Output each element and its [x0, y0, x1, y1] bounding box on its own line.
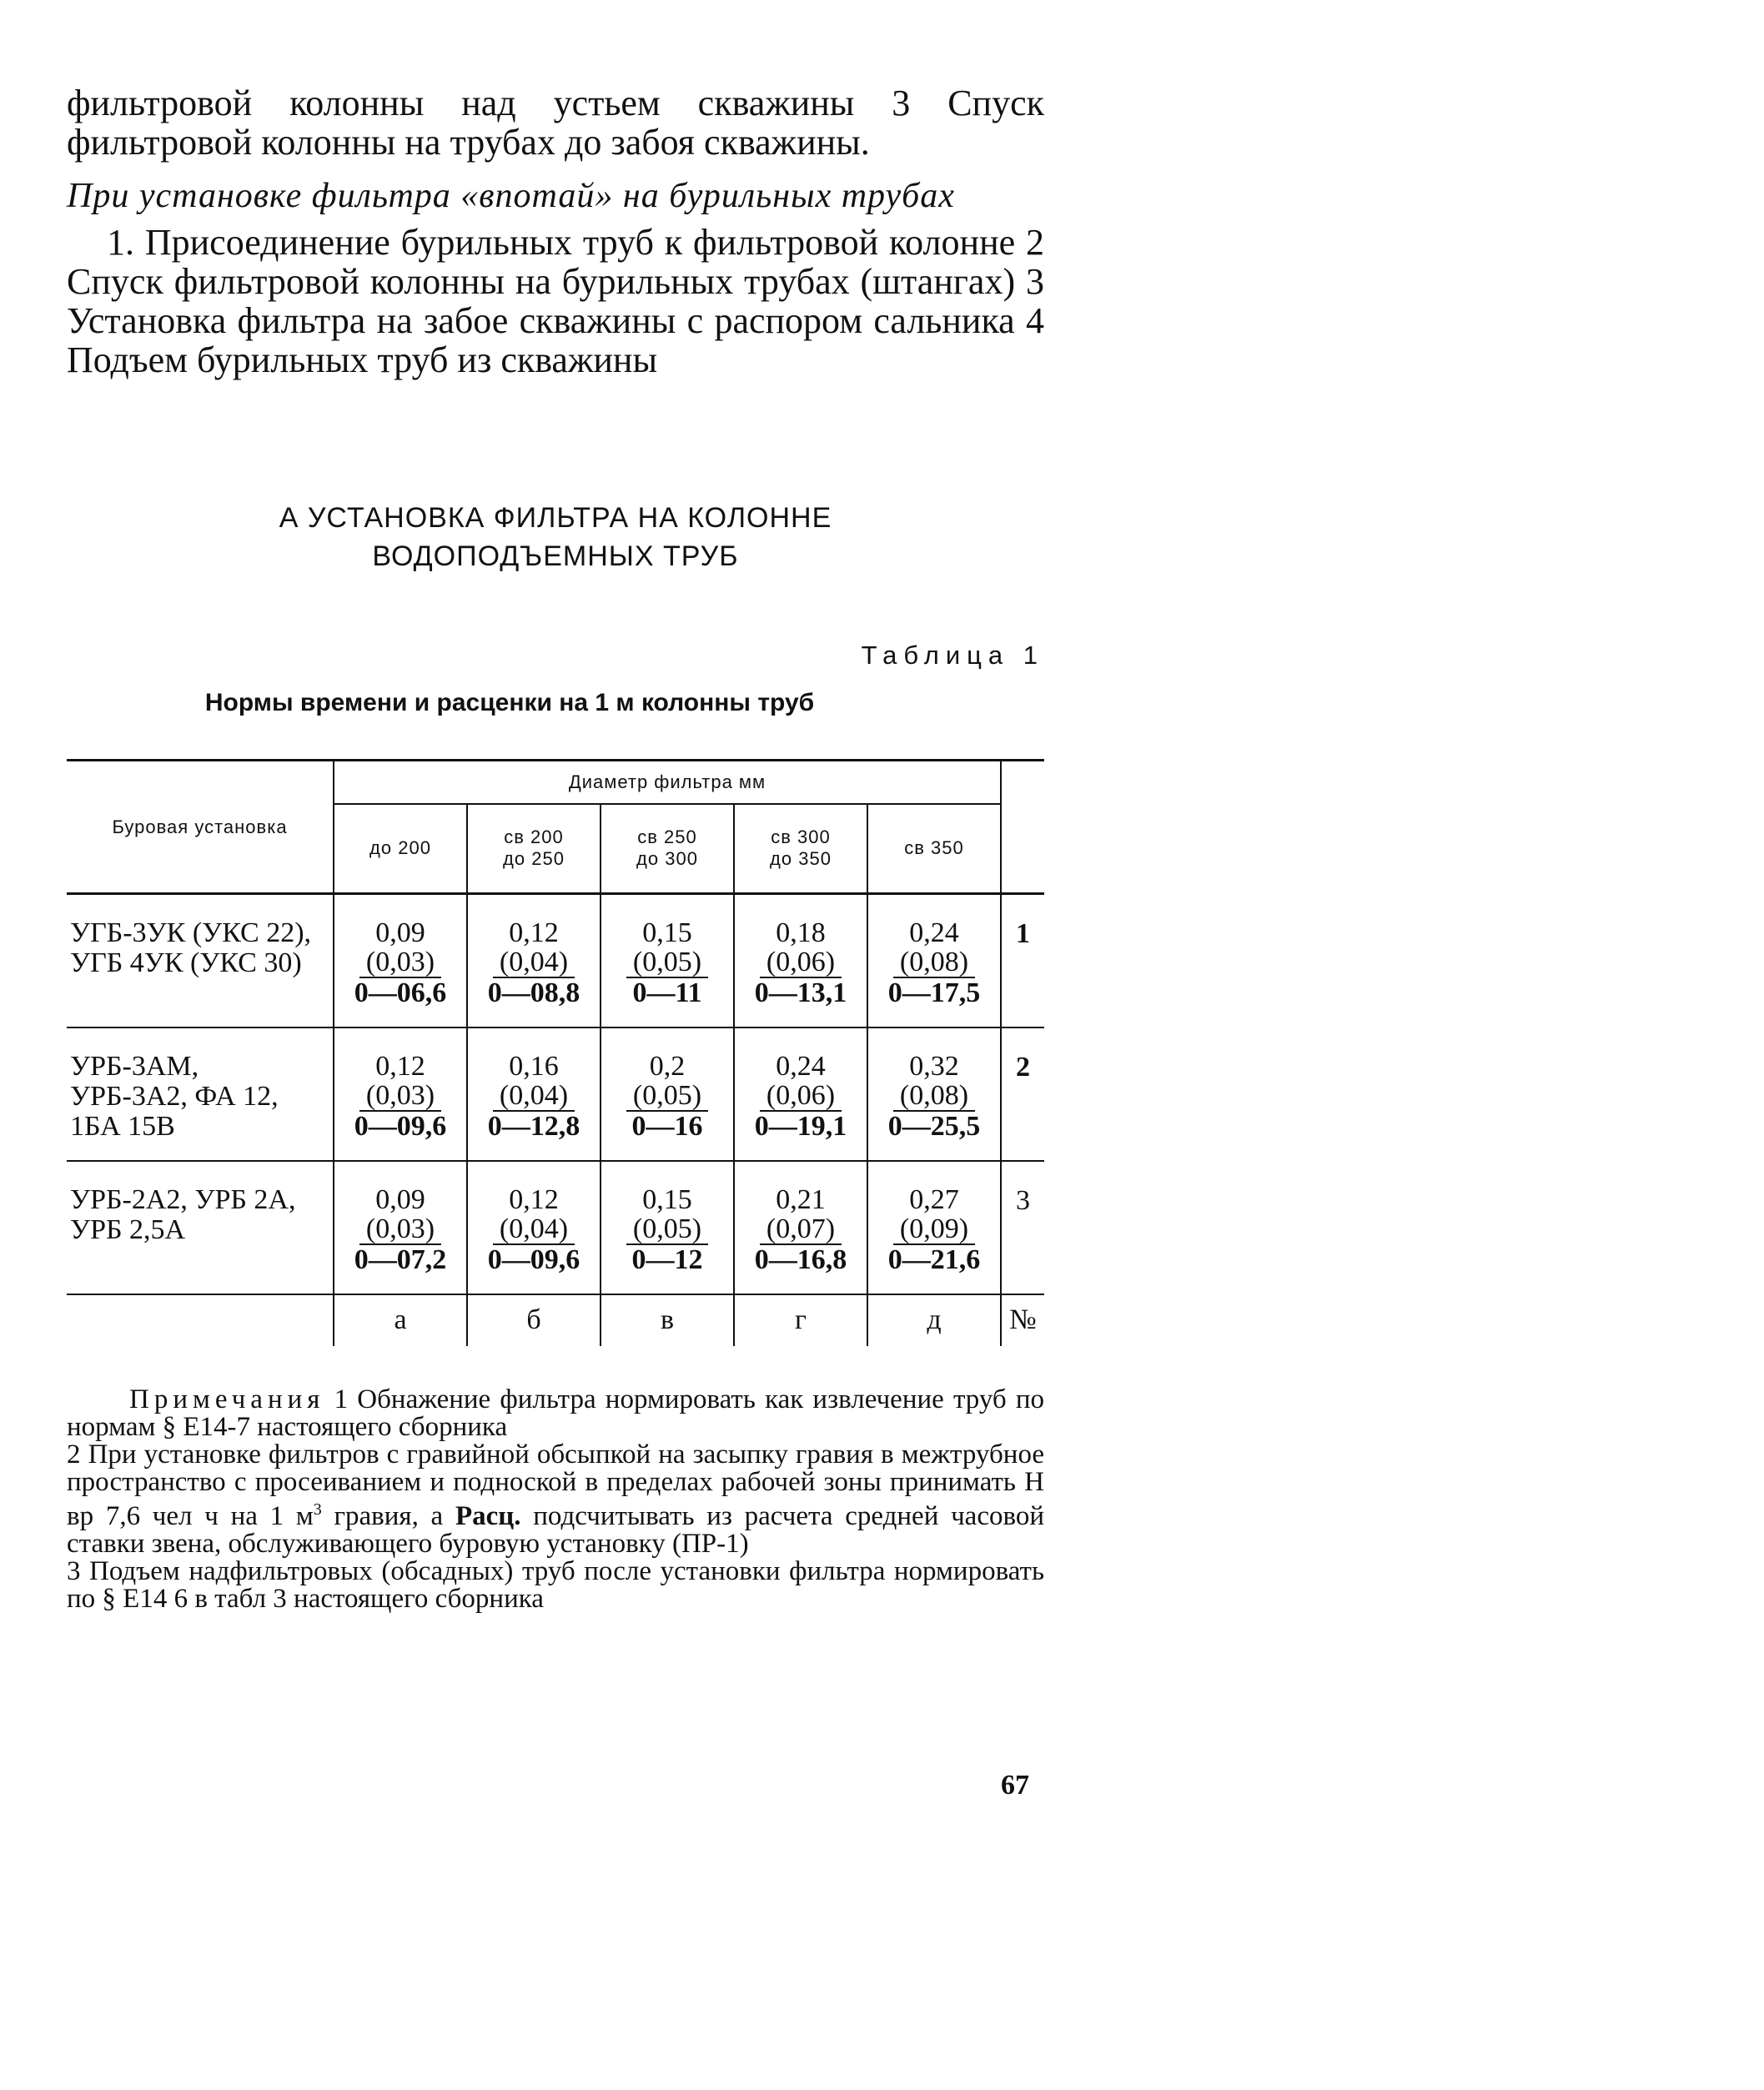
price: 0—11 [632, 977, 702, 1008]
row-label-line: УРБ-3АМ, [70, 1050, 199, 1082]
column-key-row [67, 1294, 1044, 1346]
norm-time-machine: (0,06) [760, 1081, 842, 1112]
price: 0—16,8 [754, 1243, 847, 1275]
norm-time: 0,16 [509, 1050, 559, 1082]
header-group-text: Диаметр фильтра мм [568, 771, 766, 792]
norm-time-machine: (0,05) [626, 947, 708, 978]
norm-time-machine: (0,04) [493, 1214, 575, 1245]
norm-time: 0,24 [909, 917, 959, 948]
column-header [867, 804, 1001, 894]
intro-block [67, 83, 1044, 379]
column-key: а [334, 1294, 467, 1346]
row-label-line: УГБ-3УК (УКС 22), [70, 917, 312, 948]
row-label-line: УРБ-2А2, УРБ 2А, [70, 1183, 296, 1215]
column-header-line: до 350 [770, 848, 832, 870]
column-header-line: до 300 [636, 848, 698, 870]
price: 0—16 [631, 1110, 703, 1142]
value-cell [734, 894, 867, 1027]
norm-time-machine: (0,08) [893, 1081, 975, 1112]
norm-time-machine: (0,06) [760, 947, 842, 978]
row-number: 3 [1001, 1161, 1044, 1294]
row-label-line: УРБ 2,5А [70, 1213, 186, 1245]
table-label-block [67, 641, 1044, 671]
price: 0—09,6 [487, 1243, 580, 1275]
norm-time: 0,09 [375, 917, 425, 948]
note-2 [67, 1441, 1044, 1558]
value-cell [334, 1027, 467, 1161]
italic-heading: При установке фильтра «впотай» на бурильных трубах [67, 177, 955, 215]
section-heading [67, 499, 1044, 575]
notes-heading: Примечания [129, 1384, 325, 1414]
column-header [467, 804, 601, 894]
value-cell [867, 1161, 1001, 1294]
norm-time-machine: (0,03) [359, 947, 441, 978]
column-header-line: св 300 [771, 826, 831, 848]
norm-time: 0,15 [642, 917, 692, 948]
value-cell [601, 1161, 734, 1294]
value-cell [601, 1027, 734, 1161]
value-cell [734, 1027, 867, 1161]
column-header-line: до 200 [369, 837, 431, 859]
norm-time-machine: (0,08) [893, 947, 975, 978]
note-2-text-a: 2 При установке фильтров с гравийной обсыпкой на засыпку гравия в межтрубное пространство с просеиванием и подноской в пределах рабочей зоны принимать Н вр 7,6 чел ч на 1 м [67, 1439, 1044, 1531]
column-key: в [601, 1294, 734, 1346]
table-caption-block [67, 689, 1044, 717]
price: 0—19,1 [754, 1110, 847, 1142]
notes-block [67, 1386, 1044, 1613]
value-cell [734, 1161, 867, 1294]
header-row-label-text: Буровая установка [112, 816, 288, 837]
header-row-label [67, 761, 334, 894]
price: 0—25,5 [887, 1110, 981, 1142]
note-2-bold: Расц. [455, 1501, 521, 1531]
price: 0—08,8 [487, 977, 580, 1008]
row-label-line: УРБ-3А2, ФА 12, [70, 1080, 279, 1112]
table-label: Таблица 1 [861, 641, 1044, 670]
column-header [601, 804, 734, 894]
norm-time: 0,21 [776, 1183, 826, 1215]
note-1 [67, 1386, 1044, 1441]
price: 0—12 [631, 1243, 703, 1275]
norm-time-machine: (0,07) [760, 1214, 842, 1245]
row-label [67, 894, 334, 1027]
norms-table [67, 759, 1044, 1346]
value-cell [867, 1027, 1001, 1161]
value-cell [334, 894, 467, 1027]
value-cell [467, 1161, 601, 1294]
intro-paragraph-2: 1. Присоединение бурильных труб к фильтровой колонне 2 Спуск фильтровой колонны на бурильных трубах (штангах) 3 Установка фильтра на забое скважины с распором сальника 4 Подъем бурильных труб из скважины [67, 222, 1044, 380]
table-row [67, 894, 1044, 1027]
norm-time-machine: (0,03) [359, 1081, 441, 1112]
value-cell [867, 894, 1001, 1027]
norm-time: 0,24 [776, 1050, 826, 1082]
norm-time-machine: (0,09) [893, 1214, 975, 1245]
note-2-superscript: 3 [313, 1500, 322, 1519]
note-2-text-b: гравия, а [321, 1501, 455, 1531]
column-key: б [467, 1294, 601, 1346]
table-caption: Нормы времени и расценки на 1 м колонны труб [204, 689, 815, 716]
value-cell [467, 894, 601, 1027]
norm-time: 0,12 [509, 917, 559, 948]
row-label-line: 1БА 15В [70, 1110, 175, 1142]
intro-paragraph-1: фильтровой колонны над устьем скважины 3 Спуск фильтровой колонны на трубах до забоя скважины. [67, 83, 1044, 163]
column-header-line: св 200 [504, 826, 564, 848]
row-number: 1 [1001, 894, 1044, 1027]
column-header-line: св 250 [637, 826, 697, 848]
norm-time-machine: (0,05) [626, 1214, 708, 1245]
section-title-line-2: ВОДОПОДЪЕМНЫХ ТРУБ [372, 540, 739, 572]
norm-time: 0,2 [649, 1050, 686, 1082]
norm-time: 0,27 [909, 1183, 959, 1215]
value-cell [334, 1161, 467, 1294]
row-number: 2 [1001, 1027, 1044, 1161]
column-key: д [867, 1294, 1001, 1346]
value-cell [601, 894, 734, 1027]
column-header [334, 804, 467, 894]
note-2-text-c: подсчитывать из расчета средней часовой ставки звена, обслуживающего буровую установку (ПР-1) [67, 1501, 1044, 1559]
value-cell [467, 1027, 601, 1161]
note-1-text: 1 Обнажение фильтра нормировать как извлечение труб по нормам § Е14-7 настоящего сборника [67, 1384, 1045, 1442]
column-key-blank [67, 1294, 334, 1346]
row-label [67, 1161, 334, 1294]
column-header [734, 804, 867, 894]
norm-time-machine: (0,04) [493, 947, 575, 978]
table-row [67, 1161, 1044, 1294]
price: 0—06,6 [354, 977, 447, 1008]
header-group [334, 761, 1001, 804]
number-key: № [1009, 1304, 1037, 1335]
norm-time-machine: (0,04) [493, 1081, 575, 1112]
column-key: г [734, 1294, 867, 1346]
note-3: 3 Подъем надфильтровых (обсадных) труб после установки фильтра нормировать по § Е14 6 в табл 3 настоящего сборника [67, 1556, 1044, 1614]
page-number: 67 [1001, 1770, 1029, 1801]
norm-time: 0,15 [642, 1183, 692, 1215]
price: 0—17,5 [887, 977, 981, 1008]
norm-time-machine: (0,05) [626, 1081, 708, 1112]
row-label-line: УГБ 4УК (УКС 30) [70, 947, 302, 978]
header-blank [1001, 761, 1044, 894]
norm-time: 0,32 [909, 1050, 959, 1082]
column-header-line: св 350 [904, 837, 964, 859]
column-header-line: до 250 [503, 848, 565, 870]
price: 0—13,1 [754, 977, 847, 1008]
norm-time: 0,09 [375, 1183, 425, 1215]
price: 0—09,6 [354, 1110, 447, 1142]
price: 0—12,8 [487, 1110, 580, 1142]
table-row [67, 1027, 1044, 1161]
row-label [67, 1027, 334, 1161]
price: 0—07,2 [354, 1243, 447, 1275]
norm-time: 0,18 [776, 917, 826, 948]
price: 0—21,6 [887, 1243, 981, 1275]
norm-time: 0,12 [509, 1183, 559, 1215]
norm-time-machine: (0,03) [359, 1214, 441, 1245]
section-title-line-1: А УСТАНОВКА ФИЛЬТРА НА КОЛОННЕ [279, 502, 832, 534]
norm-time: 0,12 [375, 1050, 425, 1082]
